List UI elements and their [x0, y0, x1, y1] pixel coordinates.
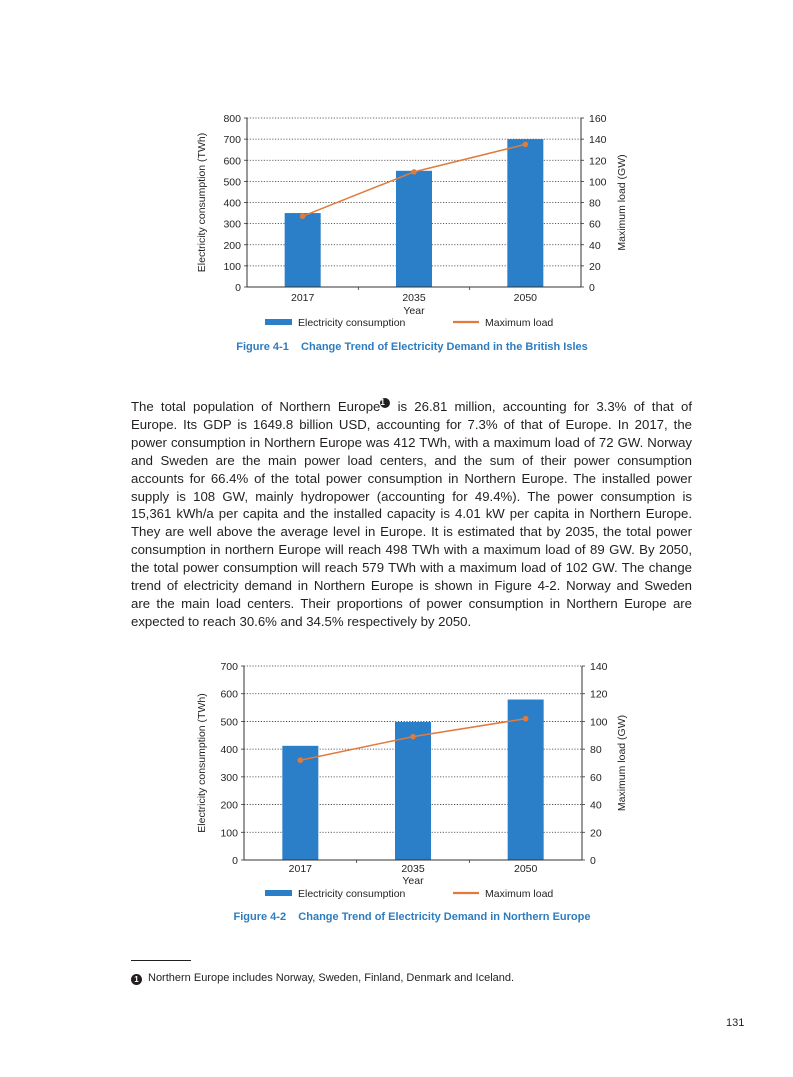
- y2-tick-label: 60: [590, 771, 602, 784]
- y-tick-label: 700: [220, 661, 238, 673]
- x-axis-title: Year: [402, 875, 424, 887]
- max-load-point-2050: [523, 142, 529, 148]
- y2-axis-title: Maximum load (GW): [616, 154, 628, 251]
- y-tick-label: 500: [220, 716, 238, 729]
- footnote-marker: 1: [131, 974, 142, 985]
- body-paragraph: [131, 398, 692, 631]
- y-tick-label: 400: [220, 744, 238, 757]
- y-tick-label: 600: [220, 688, 238, 701]
- paragraph-line: power consumption in Northern Europe was 412 TWh, with a maximum load of 72 GW. Norway: [131, 434, 692, 450]
- y-tick-label: 100: [220, 827, 238, 840]
- footnote: [131, 972, 514, 985]
- legend-bar-swatch: [265, 890, 292, 896]
- y-tick-label: 200: [223, 239, 241, 252]
- paragraph-line: trend of electricity demand in Northern Europe is shown in Figure 4-2. Norway and Sweden: [131, 578, 692, 594]
- x-tick-label: 2017: [290, 292, 315, 304]
- max-load-point-2035: [411, 169, 417, 175]
- paragraph-line: Europe. Its GDP is 1649.8 billion USD, accounting for 7.3% of that of Europe. In 2017, the: [131, 416, 692, 432]
- y2-tick-label: 160: [589, 113, 607, 125]
- page-number: 131: [726, 1017, 745, 1029]
- max-load-point-2050: [523, 716, 529, 722]
- paragraph-line: consumption in northern Europe will reach 498 TWh with a maximum load of 89 GW. By 2050,: [131, 542, 692, 558]
- bar-2017: [285, 213, 321, 287]
- max-load-point-2035: [410, 734, 416, 740]
- paragraph-line: supply is 108 GW, mainly hydropower (accounting for 49.4%). The power consumption is: [131, 488, 692, 504]
- y2-tick-label: 80: [589, 197, 601, 210]
- y2-tick-label: 40: [589, 239, 601, 252]
- legend-label: Maximum load: [485, 888, 554, 900]
- paragraph-line: accounts for 66.4% of the total power consumption in Northern Europe. The installed power: [131, 470, 692, 486]
- y-axis-title: Electricity consumption (TWh): [196, 693, 208, 833]
- y2-tick-label: 20: [590, 827, 602, 840]
- y-tick-label: 0: [232, 855, 238, 867]
- y2-tick-label: 0: [589, 282, 595, 294]
- y2-tick-label: 40: [590, 799, 602, 812]
- y-tick-label: 800: [223, 113, 241, 125]
- y-tick-label: 400: [223, 197, 241, 210]
- y2-tick-label: 60: [589, 218, 601, 231]
- bar-2050: [507, 139, 543, 287]
- y2-axis-title: Maximum load (GW): [616, 714, 628, 812]
- y2-tick-label: 20: [589, 260, 601, 273]
- y-tick-label: 100: [223, 260, 241, 273]
- legend-label: Electricity consumption: [298, 317, 406, 329]
- paragraph-line: They are well above the average level in Europe. It is estimated that by 2035, the total power: [131, 524, 692, 540]
- paragraph-line: are the main load centers. Their proportions of power consumption in Northern Europe are: [131, 595, 692, 611]
- bar-2035: [396, 171, 432, 287]
- x-tick-label: 2050: [513, 292, 538, 304]
- y2-tick-label: 140: [589, 134, 607, 147]
- footnote-text: Northern Europe includes Norway, Sweden, Finland, Denmark and Iceland.: [148, 972, 515, 984]
- x-tick-label: 2050: [513, 863, 538, 875]
- y2-tick-label: 0: [590, 855, 596, 867]
- x-tick-label: 2017: [288, 863, 313, 875]
- y2-tick-label: 100: [589, 176, 607, 189]
- x-tick-label: 2035: [402, 292, 426, 304]
- footnote-divider: [131, 960, 191, 961]
- bar-2050: [508, 700, 544, 860]
- y2-tick-label: 80: [590, 744, 602, 757]
- y-tick-label: 600: [223, 155, 241, 168]
- paragraph-line: expected to reach 30.6% and 34.5% respectively by 2050.: [131, 613, 472, 629]
- x-axis-title: Year: [403, 305, 425, 317]
- max-load-point-2017: [300, 213, 306, 219]
- x-tick-label: 2035: [401, 863, 425, 875]
- y-tick-label: 200: [220, 799, 238, 812]
- y-tick-label: 700: [223, 134, 241, 147]
- y-tick-label: 300: [223, 218, 241, 231]
- bar-2035: [395, 722, 431, 860]
- max-load-point-2017: [298, 757, 304, 763]
- y-tick-label: 300: [220, 771, 238, 784]
- y2-tick-label: 120: [589, 155, 607, 168]
- paragraph-line: and Sweden are the main power load centers, and the sum of their power consumption: [131, 452, 692, 468]
- text: is 26.81 million, accounting for 3.3% of that of: [390, 399, 693, 414]
- figure-caption: Figure 4-2 Change Trend of Electricity Demand in Northern Europe: [233, 911, 591, 923]
- figure-caption: Figure 4-1 Change Trend of Electricity Demand in the British Isles: [236, 341, 588, 353]
- paragraph-line: 15,361 kWh/a per capita and the installed capacity is 4.01 kW per capita in Northern Europe.: [131, 506, 692, 522]
- legend-bar-swatch: [265, 319, 292, 325]
- text: The total population of Northern Europe: [131, 399, 381, 414]
- legend-label: Maximum load: [485, 317, 554, 329]
- y-axis-title: Electricity consumption (TWh): [196, 132, 208, 273]
- paragraph-line: the total power consumption will reach 579 TWh with a maximum load of 102 GW. The change: [131, 560, 692, 576]
- y2-tick-label: 100: [590, 716, 608, 729]
- paragraph-line: [131, 398, 692, 416]
- y-tick-label: 500: [223, 176, 241, 189]
- footnote-marker[interactable]: 1: [380, 398, 390, 408]
- y-tick-label: 0: [235, 282, 241, 294]
- y2-tick-label: 140: [590, 661, 608, 673]
- y2-tick-label: 120: [590, 688, 608, 701]
- legend-label: Electricity consumption: [298, 888, 406, 900]
